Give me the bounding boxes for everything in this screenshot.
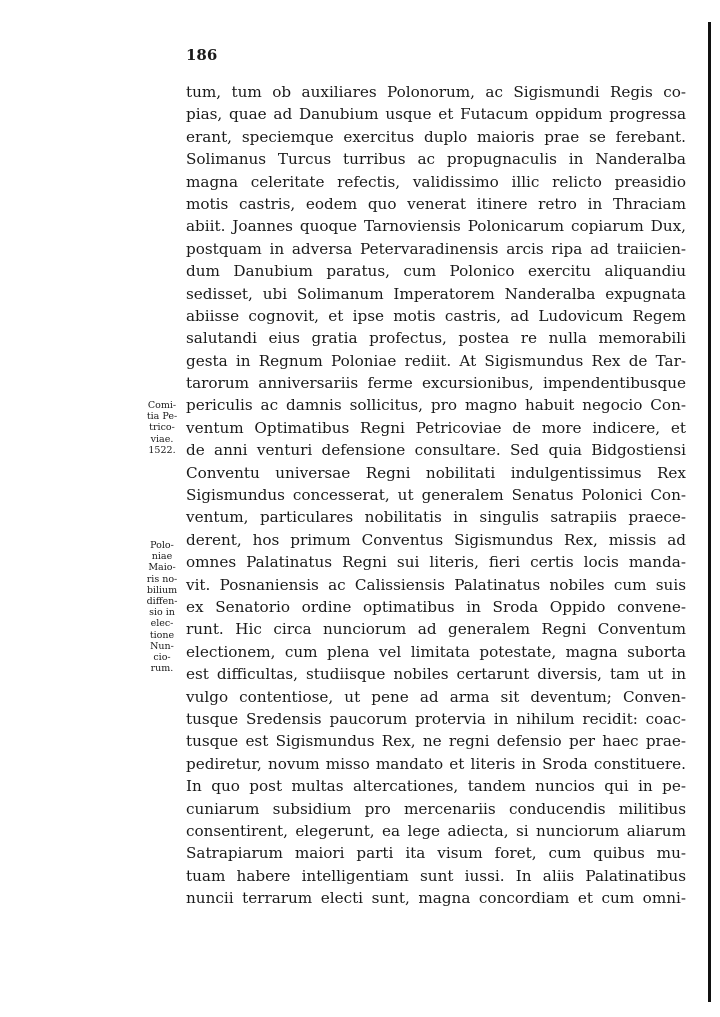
text-line: motis castris, eodem quo venerat itinere retro in Thraciam [186, 194, 686, 213]
text-line: ex Senatorio ordine optimatibus in Sroda Oppido convene- [186, 597, 686, 616]
text-line: sedisset, ubi Solimanum Imperatorem Nanderalba expugnata [186, 284, 686, 303]
marginal-note-comitia [142, 400, 182, 456]
page-edge-rule [708, 22, 711, 1002]
text-line: derent, hos primum Conventus Sigismundus Rex, missis ad [186, 530, 686, 549]
marginal-note-line: 1522. [148, 444, 176, 456]
body-text [186, 81, 686, 909]
text-line: Solimanus Turcus turribus ac propugnaculis in Nanderalba [186, 150, 686, 169]
text-line: abiit. Joannes quoque Tarnoviensis Polonicarum copiarum Dux, [186, 217, 686, 236]
text-line: consentirent, elegerunt, ea lege adiecta, si nunciorum aliarum [186, 821, 686, 840]
marginal-note-line: diffen- [146, 596, 178, 608]
marginal-note-line: tia Pe- [146, 411, 178, 423]
text-line: ventum Optimatibus Regni Petricoviae de more indicere, et [186, 418, 686, 437]
text-line: omnes Palatinatus Regni sui literis, fieri certis locis manda- [186, 553, 686, 572]
text-line: magna celeritate refectis, validissimo illic relicto preasidio [186, 172, 686, 191]
text-line: electionem, cum plena vel limitata potestate, magna suborta [186, 642, 686, 661]
text-line: tusque est Sigismundus Rex, ne regni defensio per haec prae- [186, 732, 686, 751]
text-line: In quo post multas altercationes, tandem nuncios qui in pe- [186, 777, 686, 796]
text-line: tusque Sredensis paucorum protervia in nihilum recidit: coac- [186, 709, 686, 728]
page-number: 186 [186, 46, 218, 64]
text-line: Satrapiarum maiori parti ita visum foret, cum quibus mu- [186, 844, 686, 863]
text-line: runt. Hic circa nunciorum ad generalem Regni Conventum [186, 620, 686, 639]
marginal-note-line: rum. [150, 663, 174, 675]
text-line: vit. Posnaniensis ac Calissiensis Palatinatus nobiles cum suis [186, 575, 686, 594]
text-line: dum Danubium paratus, cum Polonico exercitu aliquandiu [186, 262, 686, 281]
text-line: salutandi eius gratia profectus, postea re nulla memorabili [186, 329, 686, 348]
marginal-note-nuncii [142, 540, 182, 674]
text-line: de anni venturi defensione consultare. Sed quia Bidgostiensi [186, 441, 686, 460]
marginal-note-line: ris no- [146, 573, 178, 585]
marginal-note-line: viae. [150, 433, 174, 445]
text-line: pediretur, novum misso mandato et literis in Sroda constituere. [186, 754, 686, 773]
text-line: periculis ac damnis sollicitus, pro magno habuit negocio Con- [186, 396, 686, 415]
text-line: pias, quae ad Danubium usque et Futacum oppidum progressa [186, 105, 686, 124]
text-line: postquam in adversa Petervaradinensis arcis ripa ad traiicien- [186, 239, 686, 258]
marginal-note-line: trico- [149, 422, 175, 434]
marginal-note-line: cio- [153, 652, 171, 664]
marginal-note-line: Comi- [147, 400, 177, 411]
text-line: Sigismundus concesserat, ut generalem Senatus Polonici Con- [186, 486, 686, 505]
marginal-note-line: niae [151, 551, 173, 563]
text-line: vulgo contentiose, ut pene ad arma sit deventum; Conven- [186, 687, 686, 706]
text-line: ventum, particulares nobilitatis in singulis satrapiis praece- [186, 508, 686, 527]
marginal-note-line: tione [149, 629, 175, 641]
text-line: Conventu universae Regni nobilitati indulgentissimus Rex [186, 463, 686, 482]
text-line: tarorum anniversariis ferme excursionibus, impendentibusque [186, 374, 686, 393]
marginal-note-line: elec- [150, 618, 174, 630]
marginal-note-line: Maio- [148, 562, 176, 574]
text-line: est difficultas, studiisque nobiles certarunt diversis, tam ut in [186, 665, 686, 684]
text-line: gesta in Regnum Poloniae rediit. At Sigismundus Rex de Tar- [186, 351, 686, 370]
text-line: cuniarum subsidium pro mercenariis conducendis militibus [186, 799, 686, 818]
text-line: nuncii terrarum electi sunt, magna concordiam et cum omni- [186, 889, 686, 908]
marginal-note-line: Nun- [150, 640, 174, 652]
text-line: tum, tum ob auxiliares Polonorum, ac Sigismundi Regis co- [186, 83, 686, 101]
text-line: erant, speciemque exercitus duplo maioris prae se ferebant. [186, 127, 686, 146]
text-line: abiisse cognovit, et ipse motis castris, ad Ludovicum Regem [186, 306, 686, 325]
marginal-note-line: bilium [146, 584, 178, 596]
text-line: tuam habere intelligentiam sunt iussi. In aliis Palatinatibus [186, 866, 686, 885]
marginal-note-line: sio in [149, 607, 175, 619]
marginal-note-line: Polo- [150, 540, 174, 551]
